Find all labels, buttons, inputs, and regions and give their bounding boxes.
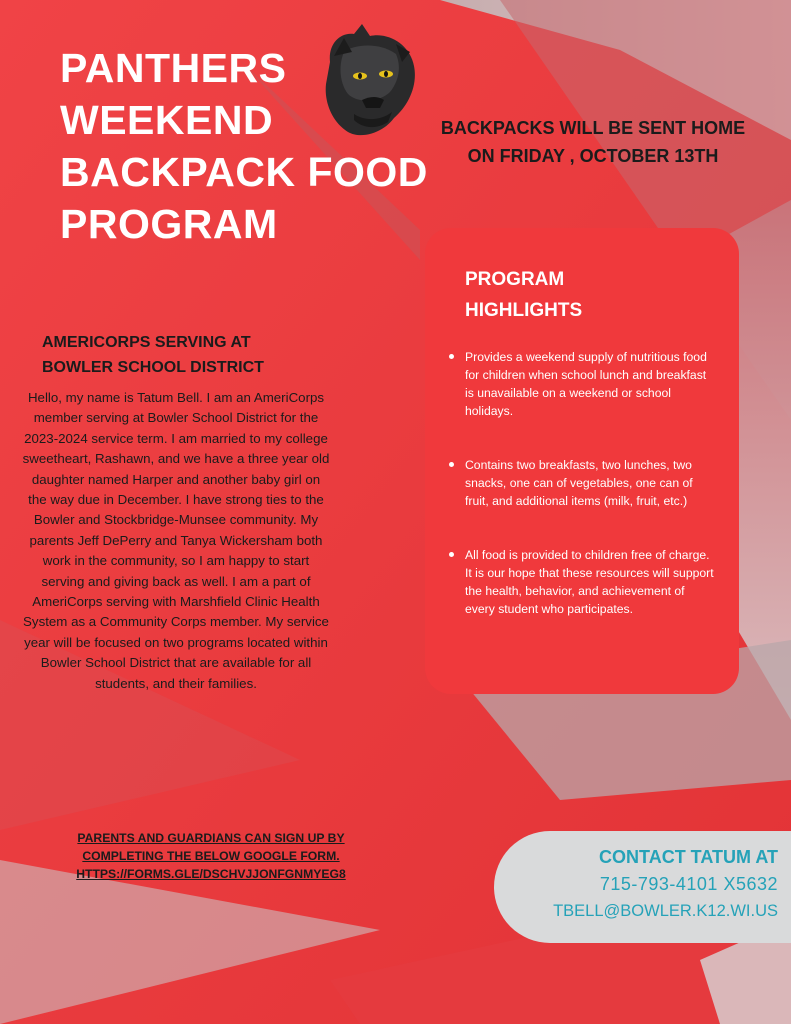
- americorps-heading: AMERICORPS SERVING AT BOWLER SCHOOL DISTRICT: [42, 334, 264, 376]
- list-item: Provides a weekend supply of nutritious food for children when school lunch and breakfast is unavailable on a weekend or school holidays.: [445, 348, 715, 420]
- program-highlights-panel: [425, 228, 739, 694]
- page-title: PANTHERS WEEKEND BACKPACK FOOD PROGRAM: [60, 45, 428, 247]
- bullet-icon: [449, 354, 454, 359]
- americorps-body: Hello, my name is Tatum Bell. I am an AmeriCorps member serving at Bowler School District for the 2023-2024 service term. I am married to my college sweetheart, Rashawn, and we have a three year old daughter named Harper and another baby girl on the way due in December. I have strong ties to the Bowler and Stockbridge-Munsee community. My parents Jeff DePerry and Tanya Wickersham both work in the community, so I am happy to start serving and giving back as well. I am a part of AmeriCorps serving with Marshfield Clinic Health System as a Community Corps member. My service year will be focused on two programs located within Bowler School District that are available for all students, and their families.: [22, 390, 330, 691]
- list-item: All food is provided to children free of charge. It is our hope that these resources will support the health, behavior, and achievement of every student who participates.: [445, 546, 715, 618]
- highlights-list: [445, 348, 715, 654]
- backpack-notice: BACKPACKS WILL BE SENT HOME ON FRIDAY , OCTOBER 13TH: [440, 118, 746, 166]
- contact-heading: CONTACT TATUM AT: [599, 847, 778, 867]
- signup-instructions[interactable]: PARENTS AND GUARDIANS CAN SIGN UP BY COMPLETING THE BELOW GOOGLE FORM. HTTPS://FORMS.GLE/DSCHVJJONFGNMYEG8: [36, 829, 386, 883]
- bullet-icon: [449, 462, 454, 467]
- panther-head-icon: [310, 22, 428, 142]
- highlights-heading: PROGRAM HIGHLIGHTS: [465, 269, 583, 321]
- list-item: Contains two breakfasts, two lunches, two snacks, one can of vegetables, one can of fruit, and additional items (milk, fruit, etc.): [445, 456, 715, 510]
- bullet-icon: [449, 552, 454, 557]
- google-form-link[interactable]: HTTPS://FORMS.GLE/DSCHVJJONFGNMYEG8: [76, 867, 346, 881]
- contact-info: [510, 844, 778, 925]
- contact-phone[interactable]: 715-793-4101 X5632: [599, 874, 778, 894]
- contact-email[interactable]: TBELL@BOWLER.K12.WI.US: [553, 902, 778, 920]
